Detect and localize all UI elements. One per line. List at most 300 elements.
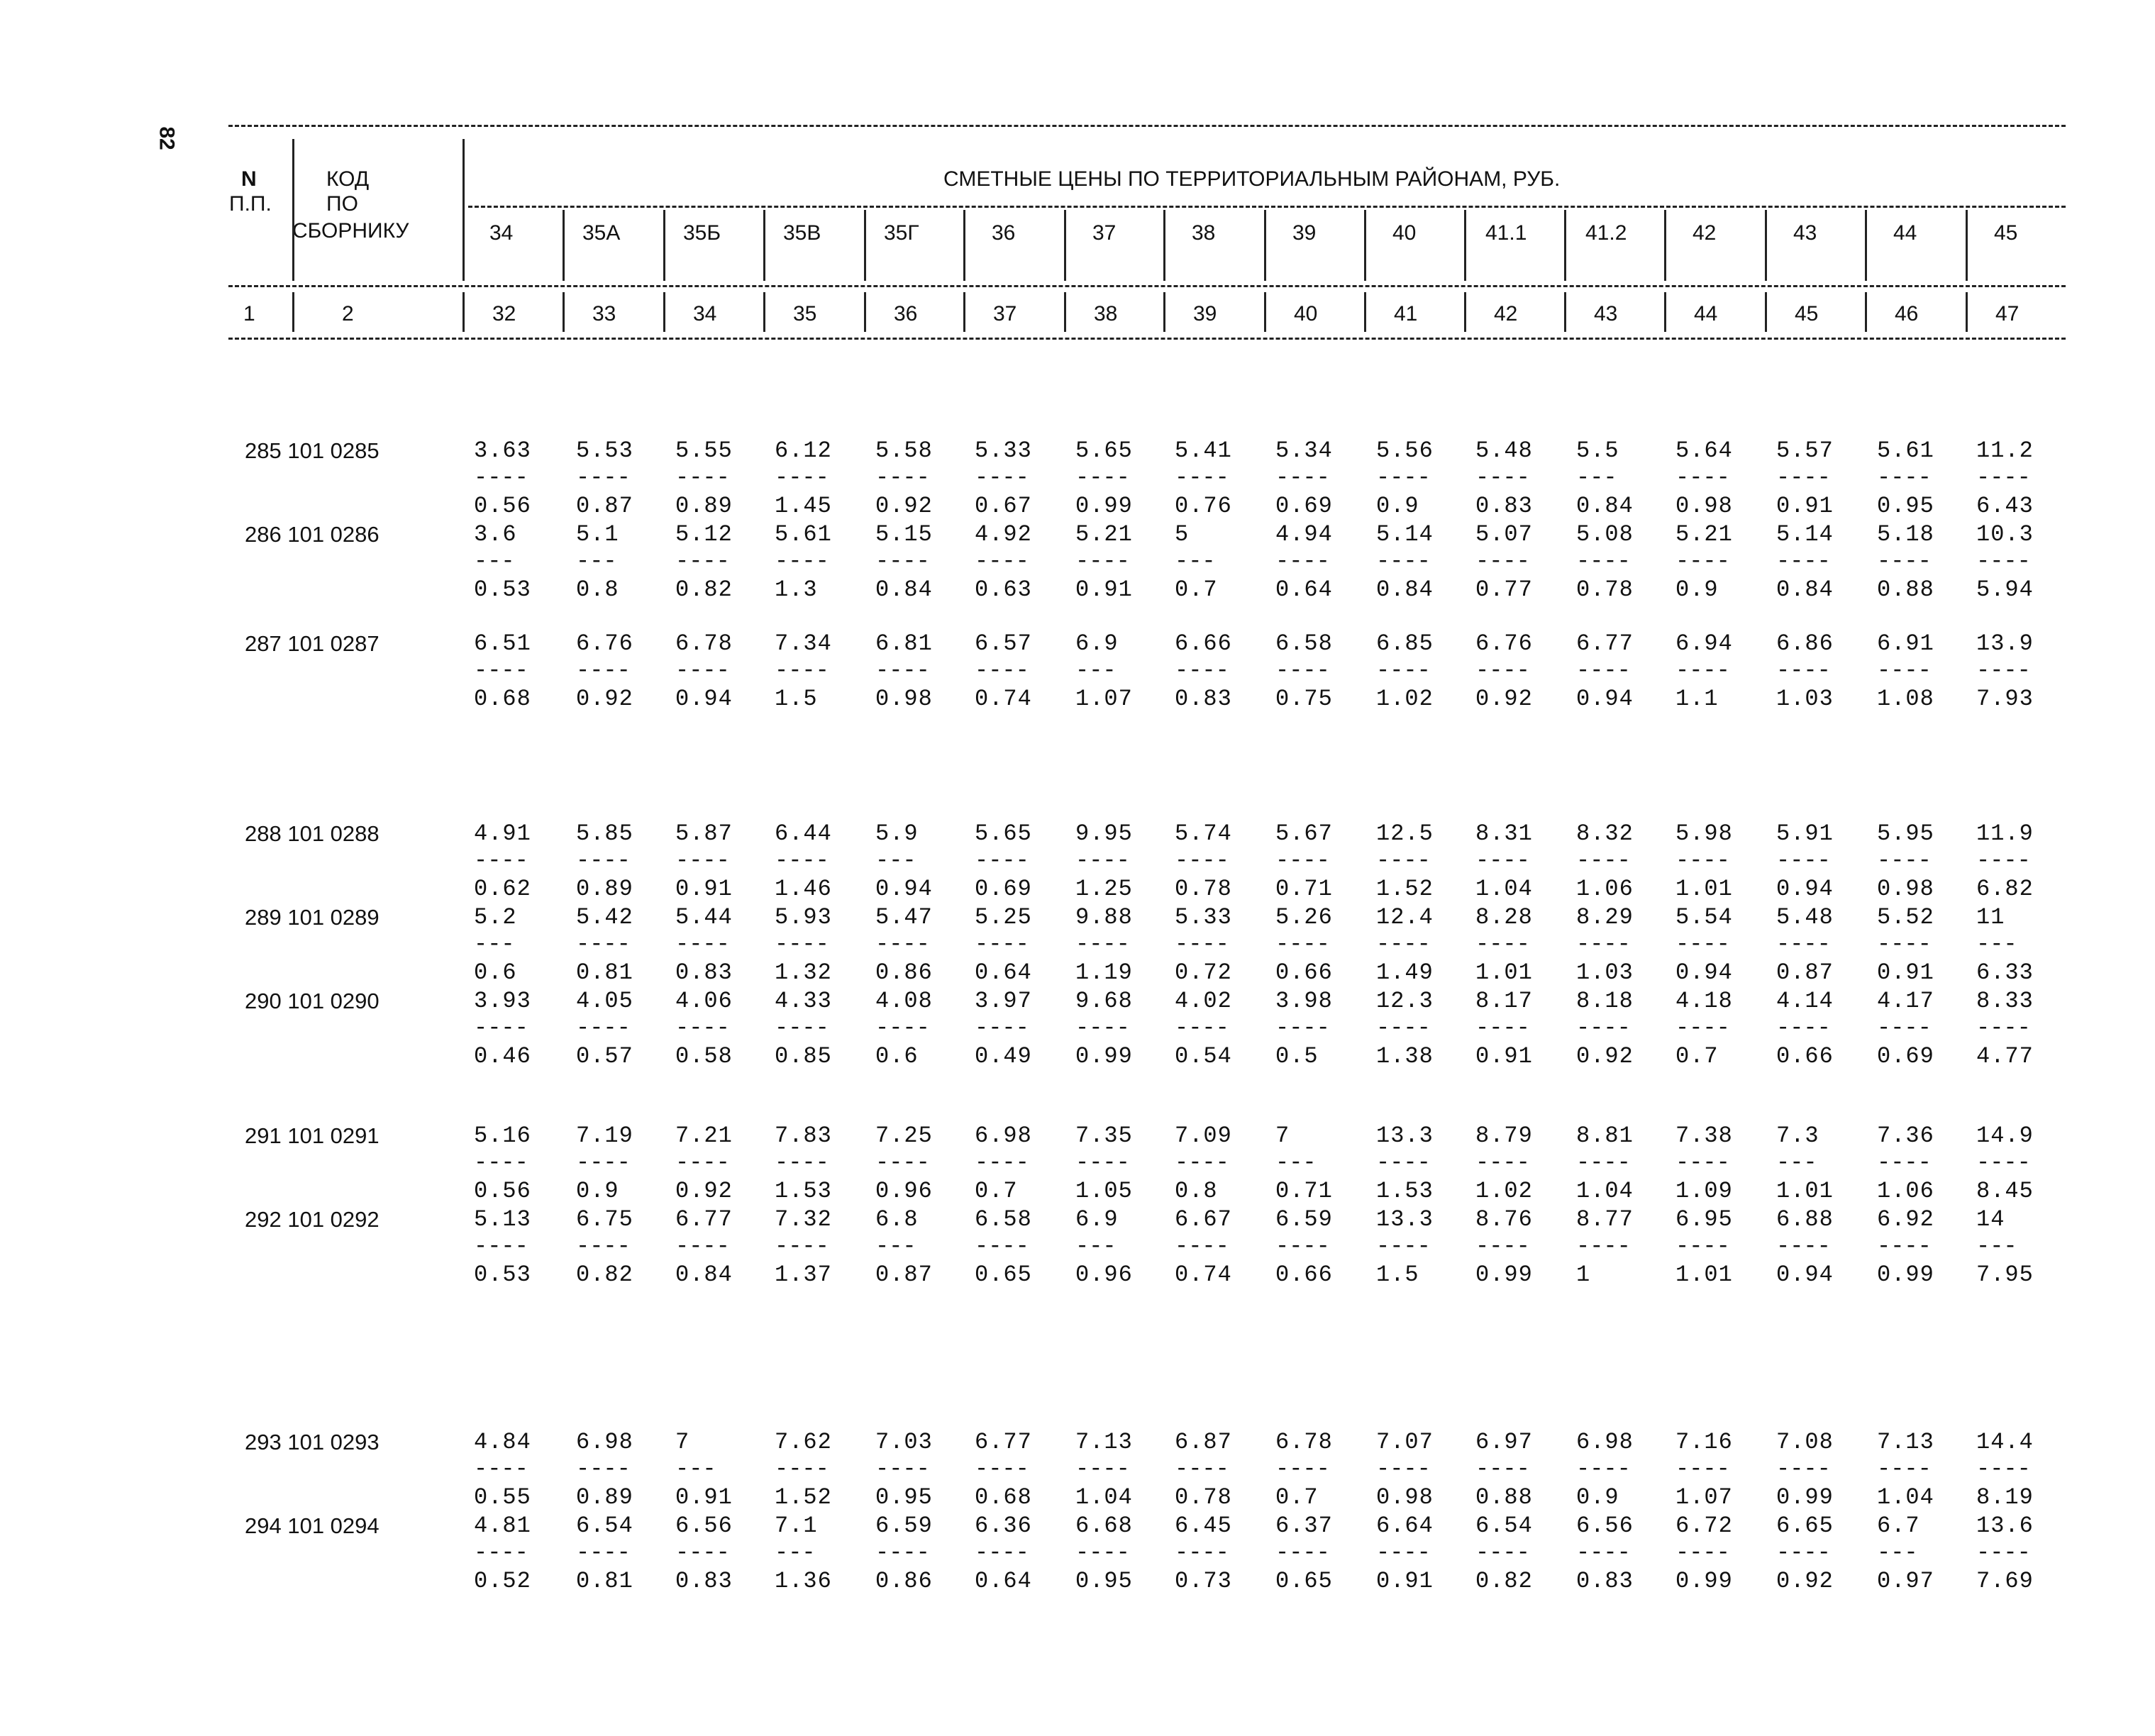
- header-code-1: КОД: [326, 167, 370, 191]
- price-value-top: 5.07: [1475, 521, 1533, 547]
- fraction-divider: ----: [1075, 931, 1130, 957]
- header-title-separator: [462, 139, 465, 210]
- fraction-divider: ----: [1475, 1456, 1530, 1482]
- header-rule-mid: [468, 206, 2066, 208]
- price-value-bottom: 1.04: [1877, 1484, 1934, 1510]
- price-value-bottom: 0.75: [1275, 686, 1333, 712]
- fraction-divider: ----: [775, 657, 829, 684]
- fraction-divider: ---: [1275, 1150, 1317, 1176]
- price-value-bottom: 1.06: [1576, 876, 1634, 902]
- price-value-bottom: 0.89: [576, 876, 633, 902]
- fraction-divider: ----: [1075, 464, 1130, 491]
- fraction-divider: ----: [1075, 1540, 1130, 1566]
- price-value-bottom: 0.96: [875, 1178, 933, 1204]
- fraction-divider: ----: [474, 1015, 528, 1041]
- fraction-divider: ---: [875, 847, 916, 874]
- header-colnum-2: 2: [342, 302, 354, 326]
- price-value-bottom: 0.52: [474, 1568, 531, 1594]
- price-value-top: 8.79: [1475, 1123, 1533, 1149]
- price-value-bottom: 7.69: [1976, 1568, 2034, 1594]
- price-value-bottom: 8.45: [1976, 1178, 2034, 1204]
- fraction-divider: ----: [1877, 931, 1932, 957]
- price-value-top: 5.9: [875, 820, 919, 847]
- price-value-top: 14.9: [1976, 1123, 2034, 1149]
- price-value-bottom: 0.71: [1275, 876, 1333, 902]
- fraction-divider: ----: [1877, 1456, 1932, 1482]
- price-value-top: 6.37: [1275, 1513, 1333, 1539]
- price-value-top: 4.05: [576, 988, 633, 1014]
- header-column-separator: [1464, 210, 1466, 281]
- price-value-top: 10.3: [1976, 521, 2034, 547]
- price-value-bottom: 0.94: [1675, 959, 1733, 986]
- price-value-top: 5.91: [1776, 820, 1834, 847]
- price-value-bottom: 1.45: [775, 493, 832, 519]
- fraction-divider: ----: [1275, 1233, 1330, 1259]
- price-value-bottom: 0.87: [1776, 959, 1834, 986]
- fraction-divider: ----: [1877, 847, 1932, 874]
- price-value-top: 5.44: [675, 904, 733, 930]
- fraction-divider: ----: [675, 1015, 730, 1041]
- price-value-bottom: 0.66: [1776, 1043, 1834, 1069]
- price-value-top: 6.94: [1675, 630, 1733, 657]
- fraction-divider: ----: [1475, 548, 1530, 574]
- fraction-divider: ----: [1976, 1150, 2031, 1176]
- price-value-bottom: 0.71: [1275, 1178, 1333, 1204]
- price-value-top: 9.68: [1075, 988, 1133, 1014]
- price-value-bottom: 1.04: [1475, 876, 1533, 902]
- row-code-label: 294 101 0294: [245, 1513, 380, 1538]
- price-value-top: 5.1: [576, 521, 619, 547]
- fraction-divider: ---: [775, 1540, 816, 1566]
- fraction-divider: ----: [576, 847, 631, 874]
- fraction-divider: ----: [1376, 1233, 1431, 1259]
- fraction-divider: ----: [1675, 1015, 1730, 1041]
- price-value-top: 7.25: [875, 1123, 933, 1149]
- price-value-bottom: 0.98: [1675, 493, 1733, 519]
- fraction-divider: ----: [1776, 1540, 1831, 1566]
- price-value-top: 5.61: [775, 521, 832, 547]
- price-value-bottom: 0.7: [1275, 1484, 1319, 1510]
- fraction-divider: ----: [875, 657, 930, 684]
- fraction-divider: ----: [675, 1540, 730, 1566]
- price-value-top: 7.36: [1877, 1123, 1934, 1149]
- price-value-bottom: 0.8: [1175, 1178, 1218, 1204]
- price-value-bottom: 0.97: [1877, 1568, 1934, 1594]
- district-column-number: 44: [1694, 302, 1718, 326]
- header-column-separator: [1664, 210, 1666, 281]
- fraction-divider: ----: [1675, 1233, 1730, 1259]
- price-value-bottom: 6.43: [1976, 493, 2034, 519]
- price-value-top: 8.29: [1576, 904, 1634, 930]
- price-value-top: 5.47: [875, 904, 933, 930]
- header-title: СМЕТНЫЕ ЦЕНЫ ПО ТЕРРИТОРИАЛЬНЫМ РАЙОНАМ, РУБ.: [943, 167, 1561, 191]
- price-value-bottom: 0.92: [875, 493, 933, 519]
- price-value-top: 4.08: [875, 988, 933, 1014]
- fraction-divider: ----: [1776, 464, 1831, 491]
- price-value-top: 5.41: [1175, 438, 1232, 464]
- fraction-divider: ----: [1576, 1015, 1631, 1041]
- fraction-divider: ----: [1475, 657, 1530, 684]
- fraction-divider: ----: [1175, 657, 1229, 684]
- price-value-bottom: 0.96: [1075, 1262, 1133, 1288]
- fraction-divider: ----: [1376, 1456, 1431, 1482]
- fraction-divider: ----: [675, 548, 730, 574]
- price-value-bottom: 0.83: [675, 1568, 733, 1594]
- fraction-divider: ----: [775, 464, 829, 491]
- header-code-2: ПО: [326, 192, 358, 216]
- price-value-top: 4.92: [975, 521, 1032, 547]
- price-value-top: 6.64: [1376, 1513, 1434, 1539]
- header-code-3: СБОРНИКУ: [292, 219, 409, 243]
- district-column-number: 32: [492, 302, 516, 326]
- price-value-top: 5.58: [875, 438, 933, 464]
- price-value-bottom: 0.95: [1877, 493, 1934, 519]
- fraction-divider: ----: [1275, 1456, 1330, 1482]
- price-value-bottom: 0.58: [675, 1043, 733, 1069]
- fraction-divider: ----: [675, 847, 730, 874]
- fraction-divider: ----: [975, 1233, 1029, 1259]
- price-value-bottom: 0.9: [1376, 493, 1419, 519]
- fraction-divider: ----: [975, 1015, 1029, 1041]
- price-value-bottom: 0.6: [474, 959, 517, 986]
- district-header: 41.2: [1585, 221, 1627, 245]
- fraction-divider: ----: [1675, 1540, 1730, 1566]
- price-value-top: 6.8: [875, 1206, 919, 1233]
- header-rule-top: [228, 125, 2066, 127]
- fraction-divider: ----: [474, 1456, 528, 1482]
- price-value-top: 6.68: [1075, 1513, 1133, 1539]
- price-value-top: 5.57: [1776, 438, 1834, 464]
- fraction-divider: ----: [1877, 1150, 1932, 1176]
- price-value-bottom: 1.04: [1576, 1178, 1634, 1204]
- price-value-top: 6.12: [775, 438, 832, 464]
- district-header: 34: [489, 221, 514, 245]
- price-value-top: 6.57: [975, 630, 1032, 657]
- header-number-separator: [1966, 292, 1968, 332]
- fraction-divider: ----: [474, 657, 528, 684]
- price-value-top: 6.7: [1877, 1513, 1920, 1539]
- fraction-divider: ----: [1376, 1015, 1431, 1041]
- fraction-divider: ----: [775, 1015, 829, 1041]
- fraction-divider: ----: [1175, 1233, 1229, 1259]
- fraction-divider: ----: [1576, 657, 1631, 684]
- price-value-bottom: 0.69: [1275, 493, 1333, 519]
- price-value-top: 7.34: [775, 630, 832, 657]
- header-number-separator: [1163, 292, 1165, 332]
- header-number-separator: [1865, 292, 1867, 332]
- fraction-divider: ----: [1877, 548, 1932, 574]
- price-value-top: 8.77: [1576, 1206, 1634, 1233]
- price-value-bottom: 0.8: [576, 577, 619, 603]
- fraction-divider: ----: [576, 1233, 631, 1259]
- price-value-top: 6.58: [975, 1206, 1032, 1233]
- price-value-top: 5.21: [1675, 521, 1733, 547]
- fraction-divider: ----: [1675, 931, 1730, 957]
- fraction-divider: ----: [1275, 657, 1330, 684]
- fraction-divider: ----: [576, 1015, 631, 1041]
- price-value-top: 5.33: [975, 438, 1032, 464]
- fraction-divider: ----: [1675, 657, 1730, 684]
- price-value-top: 14.4: [1976, 1429, 2034, 1455]
- fraction-divider: ----: [975, 1540, 1029, 1566]
- price-value-bottom: 0.49: [975, 1043, 1032, 1069]
- price-value-top: 8.81: [1576, 1123, 1634, 1149]
- fraction-divider: ----: [576, 1540, 631, 1566]
- header-number-separator: [763, 292, 765, 332]
- price-value-bottom: 0.99: [1075, 1043, 1133, 1069]
- fraction-divider: ----: [1475, 847, 1530, 874]
- price-value-bottom: 0.69: [1877, 1043, 1934, 1069]
- price-value-bottom: 1.06: [1877, 1178, 1934, 1204]
- price-value-bottom: 0.78: [1175, 1484, 1232, 1510]
- price-value-bottom: 0.84: [875, 577, 933, 603]
- header-column-separator: [292, 139, 294, 281]
- fraction-divider: ----: [1976, 1540, 2031, 1566]
- price-value-bottom: 7.95: [1976, 1262, 2034, 1288]
- header-number-separator: [1564, 292, 1566, 332]
- price-value-top: 6.76: [1475, 630, 1533, 657]
- price-value-top: 7.09: [1175, 1123, 1232, 1149]
- district-column-number: 36: [894, 302, 918, 326]
- fraction-divider: ---: [1976, 931, 2017, 957]
- header-number-separator: [864, 292, 866, 332]
- price-value-bottom: 0.9: [1675, 577, 1719, 603]
- fraction-divider: ----: [1776, 847, 1831, 874]
- price-value-top: 11.9: [1976, 820, 2034, 847]
- fraction-divider: ----: [474, 847, 528, 874]
- price-value-bottom: 0.72: [1175, 959, 1232, 986]
- row-code-label: 293 101 0293: [245, 1430, 380, 1454]
- price-value-top: 4.18: [1675, 988, 1733, 1014]
- fraction-divider: ----: [775, 1456, 829, 1482]
- price-value-top: 6.78: [675, 630, 733, 657]
- fraction-divider: ---: [1877, 1540, 1918, 1566]
- price-value-top: 5: [1175, 521, 1190, 547]
- price-value-bottom: 0.86: [875, 959, 933, 986]
- row-code-label: 286 101 0286: [245, 522, 380, 547]
- header-column-separator: [1064, 210, 1066, 281]
- fraction-divider: ----: [1175, 847, 1229, 874]
- price-value-bottom: 1.53: [1376, 1178, 1434, 1204]
- fraction-divider: ----: [1976, 1015, 2031, 1041]
- price-value-bottom: 1.5: [775, 686, 818, 712]
- price-value-bottom: 6.82: [1976, 876, 2034, 902]
- fraction-divider: ----: [474, 1540, 528, 1566]
- price-value-bottom: 0.91: [675, 1484, 733, 1510]
- price-value-top: 5.64: [1675, 438, 1733, 464]
- price-value-bottom: 1.36: [775, 1568, 832, 1594]
- district-column-number: 37: [993, 302, 1017, 326]
- price-value-top: 5.08: [1576, 521, 1634, 547]
- district-header: 41.1: [1485, 221, 1527, 245]
- fraction-divider: ----: [1675, 1150, 1730, 1176]
- price-value-bottom: 0.86: [875, 1568, 933, 1594]
- price-value-bottom: 0.99: [1776, 1484, 1834, 1510]
- header-colnum-1: 1: [243, 302, 255, 326]
- price-value-bottom: 0.91: [1376, 1568, 1434, 1594]
- price-value-top: 13.9: [1976, 630, 2034, 657]
- price-value-top: 7.38: [1675, 1123, 1733, 1149]
- price-value-top: 5.18: [1877, 521, 1934, 547]
- fraction-divider: ----: [1475, 1150, 1530, 1176]
- price-value-top: 7.03: [875, 1429, 933, 1455]
- price-value-bottom: 0.53: [474, 1262, 531, 1288]
- price-value-top: 4.81: [474, 1513, 531, 1539]
- fraction-divider: ----: [1776, 1015, 1831, 1041]
- price-value-bottom: 1.5: [1376, 1262, 1419, 1288]
- price-value-bottom: 5.94: [1976, 577, 2034, 603]
- price-value-bottom: 0.57: [576, 1043, 633, 1069]
- fraction-divider: ----: [675, 464, 730, 491]
- fraction-divider: ----: [975, 1456, 1029, 1482]
- price-value-top: 6.51: [474, 630, 531, 657]
- price-value-bottom: 0.84: [1376, 577, 1434, 603]
- price-value-bottom: 0.81: [576, 959, 633, 986]
- fraction-divider: ----: [875, 1540, 930, 1566]
- header-number-separator: [292, 292, 294, 332]
- district-column-number: 42: [1494, 302, 1518, 326]
- price-value-top: 5.14: [1776, 521, 1834, 547]
- price-value-top: 5.12: [675, 521, 733, 547]
- fraction-divider: ----: [1976, 464, 2031, 491]
- fraction-divider: ----: [1175, 1150, 1229, 1176]
- header-number-separator: [1664, 292, 1666, 332]
- price-value-bottom: 1.01: [1675, 1262, 1733, 1288]
- fraction-divider: ----: [975, 847, 1029, 874]
- price-value-bottom: 0.7: [975, 1178, 1018, 1204]
- district-header: 35В: [783, 221, 821, 245]
- price-value-top: 5.85: [576, 820, 633, 847]
- fraction-divider: ----: [576, 931, 631, 957]
- price-value-top: 6.58: [1275, 630, 1333, 657]
- price-value-top: 7.83: [775, 1123, 832, 1149]
- header-number-separator: [462, 292, 465, 332]
- header-column-separator: [1966, 210, 1968, 281]
- row-code-label: 292 101 0292: [245, 1207, 380, 1232]
- fraction-divider: ----: [1075, 1150, 1130, 1176]
- price-value-bottom: 0.74: [1175, 1262, 1232, 1288]
- district-column-number: 39: [1193, 302, 1217, 326]
- fraction-divider: ----: [1475, 1015, 1530, 1041]
- price-value-bottom: 0.73: [1175, 1568, 1232, 1594]
- fraction-divider: ----: [1576, 548, 1631, 574]
- price-value-bottom: 1.08: [1877, 686, 1934, 712]
- fraction-divider: ----: [675, 1233, 730, 1259]
- price-value-top: 11: [1976, 904, 2005, 930]
- price-value-bottom: 0.68: [975, 1484, 1032, 1510]
- price-value-bottom: 1: [1576, 1262, 1591, 1288]
- price-value-bottom: 0.94: [1776, 1262, 1834, 1288]
- price-value-top: 6.98: [576, 1429, 633, 1455]
- price-value-top: 5.5: [1576, 438, 1619, 464]
- district-column-number: 38: [1094, 302, 1118, 326]
- fraction-divider: ----: [1877, 1233, 1932, 1259]
- fraction-divider: ----: [1976, 548, 2031, 574]
- price-value-bottom: 8.19: [1976, 1484, 2034, 1510]
- price-value-top: 5.74: [1175, 820, 1232, 847]
- price-value-top: 5.54: [1675, 904, 1733, 930]
- district-header: 43: [1793, 221, 1817, 245]
- fraction-divider: ----: [1475, 1540, 1530, 1566]
- price-value-top: 6.77: [975, 1429, 1032, 1455]
- fraction-divider: ----: [1175, 1540, 1229, 1566]
- price-value-top: 8.31: [1475, 820, 1533, 847]
- fraction-divider: ----: [576, 464, 631, 491]
- price-value-bottom: 0.53: [474, 577, 531, 603]
- price-value-top: 7.19: [576, 1123, 633, 1149]
- price-value-bottom: 1.03: [1576, 959, 1634, 986]
- row-code-label: 288 101 0288: [245, 821, 380, 846]
- price-value-top: 6.54: [576, 1513, 633, 1539]
- fraction-divider: ----: [1675, 847, 1730, 874]
- price-value-top: 3.63: [474, 438, 531, 464]
- fraction-divider: ---: [675, 1456, 716, 1482]
- price-value-bottom: 0.64: [975, 959, 1032, 986]
- price-value-top: 13.3: [1376, 1206, 1434, 1233]
- header-column-separator: [1163, 210, 1165, 281]
- district-column-number: 41: [1394, 302, 1418, 326]
- price-value-top: 4.02: [1175, 988, 1232, 1014]
- fraction-divider: ---: [1175, 548, 1216, 574]
- price-value-top: 6.78: [1275, 1429, 1333, 1455]
- price-value-top: 9.88: [1075, 904, 1133, 930]
- price-value-bottom: 1.07: [1075, 686, 1133, 712]
- district-header: 39: [1292, 221, 1317, 245]
- price-value-bottom: 1.09: [1675, 1178, 1733, 1204]
- price-value-top: 6.75: [576, 1206, 633, 1233]
- price-value-bottom: 0.92: [576, 686, 633, 712]
- price-value-top: 6.91: [1877, 630, 1934, 657]
- price-value-bottom: 1.25: [1075, 876, 1133, 902]
- price-value-top: 6.97: [1475, 1429, 1533, 1455]
- price-value-bottom: 1.52: [775, 1484, 832, 1510]
- fraction-divider: ----: [1175, 464, 1229, 491]
- price-value-bottom: 0.92: [1475, 686, 1533, 712]
- price-value-top: 5.61: [1877, 438, 1934, 464]
- fraction-divider: ----: [576, 657, 631, 684]
- district-header: 42: [1693, 221, 1717, 245]
- price-value-bottom: 0.69: [975, 876, 1032, 902]
- header-column-separator: [1264, 210, 1266, 281]
- fraction-divider: ----: [1976, 847, 2031, 874]
- price-value-bottom: 7.93: [1976, 686, 2034, 712]
- price-value-top: 6.59: [875, 1513, 933, 1539]
- price-value-top: 4.17: [1877, 988, 1934, 1014]
- price-value-bottom: 1.01: [1675, 876, 1733, 902]
- price-value-top: 6.44: [775, 820, 832, 847]
- district-column-number: 33: [592, 302, 616, 326]
- price-value-top: 5.67: [1275, 820, 1333, 847]
- district-header: 35А: [582, 221, 621, 245]
- fraction-divider: ---: [1976, 1233, 2017, 1259]
- price-value-bottom: 0.95: [875, 1484, 933, 1510]
- price-value-bottom: 0.94: [1776, 876, 1834, 902]
- price-value-top: 5.2: [474, 904, 517, 930]
- fraction-divider: ----: [1376, 1540, 1431, 1566]
- price-value-top: 4.84: [474, 1429, 531, 1455]
- price-value-bottom: 0.81: [576, 1568, 633, 1594]
- price-value-bottom: 0.56: [474, 1178, 531, 1204]
- fraction-divider: ---: [1075, 657, 1117, 684]
- fraction-divider: ----: [975, 548, 1029, 574]
- header-column-separator: [1364, 210, 1366, 281]
- price-value-top: 5.56: [1376, 438, 1434, 464]
- price-value-top: 8.32: [1576, 820, 1634, 847]
- price-value-top: 5.65: [975, 820, 1032, 847]
- price-value-top: 6.54: [1475, 1513, 1533, 1539]
- price-value-top: 5.13: [474, 1206, 531, 1233]
- fraction-divider: ----: [1475, 464, 1530, 491]
